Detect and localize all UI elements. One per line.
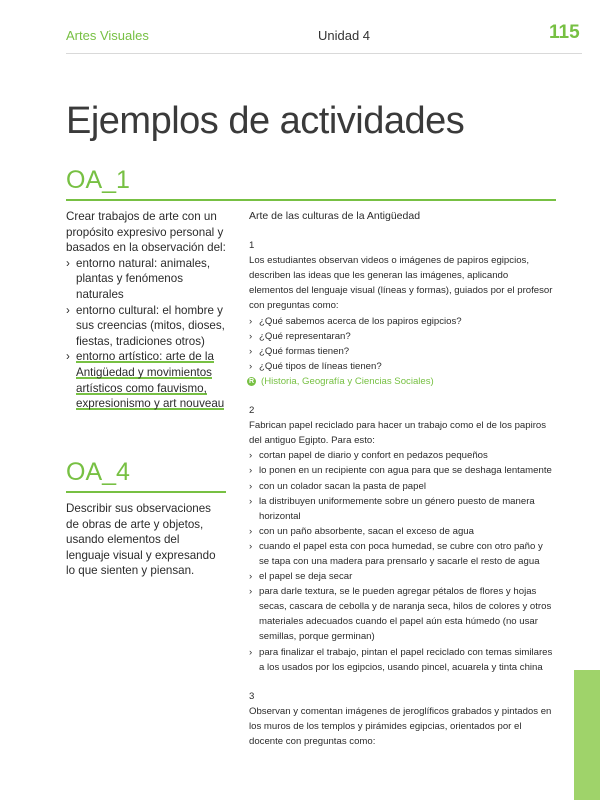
cross-reference bbox=[249, 374, 555, 389]
oa1-bullet: › entorno cultural: el hombre y sus creencias (mitos, dioses, fiestas, tradiciones otros) bbox=[66, 303, 226, 350]
page-number: 115 bbox=[549, 22, 580, 43]
list-item: › con un colador sacan la pasta de papel bbox=[249, 479, 555, 494]
oa1-highlighted-bullet: entorno artístico: arte de la Antigüedad y movimientos artísticos como fauvismo, expresionismo y art nouveau bbox=[76, 350, 225, 411]
page-title: Ejemplos de actividades bbox=[66, 100, 465, 142]
activity-text: Los estudiantes observan videos o imágenes de papiros egipcios, describen las ideas que les generan las imágenes, aplicando elementos del lenguaje visual (líneas y formas), guiados por el profesor con preguntas como: bbox=[249, 255, 553, 312]
list-item: › para darle textura, se le pueden agregar pétalos de flores y hojas secas, cascara de cebolla y de naranja seca, hilos de colores y otros materiales adecuados cuando el papel aún esta húmedo (no usar semillas, porque germinan) bbox=[249, 584, 555, 644]
list-item: › para finalizar el trabajo, pintan el papel reciclado con temas similares a los usados por los egipcios, usando pincel, acuarela y tinta china bbox=[249, 645, 555, 675]
header-unit: Unidad 4 bbox=[318, 28, 371, 43]
list-item: › ¿Qué tipos de líneas tienen? bbox=[249, 359, 555, 374]
cross-reference-icon: R bbox=[248, 377, 255, 385]
oa4-description bbox=[66, 501, 226, 579]
cross-reference-text: (Historia, Geografía y Ciencias Sociales) bbox=[261, 375, 434, 387]
section-title: Arte de las culturas de la Antigüedad bbox=[249, 210, 421, 222]
list-item: › lo ponen en un recipiente con agua para que se deshaga lentamente bbox=[249, 463, 555, 478]
list-item: › ¿Qué formas tienen? bbox=[249, 344, 555, 359]
oa4-text: Describir sus observaciones de obras de arte y objetos, usando elementos del lenguaje visual y expresando lo que sienten y piensan. bbox=[66, 502, 216, 578]
oa1-heading: OA_1 bbox=[66, 166, 130, 194]
side-tab bbox=[574, 670, 600, 800]
activity-text: Fabrican papel reciclado para hacer un trabajo como el de los papiros del antiguo Egipto. Para esto: bbox=[249, 420, 547, 447]
activity-number: 2 bbox=[249, 405, 255, 417]
oa1-description bbox=[66, 209, 226, 412]
header-divider bbox=[66, 53, 582, 54]
activity1-question-list bbox=[249, 314, 555, 374]
oa1-bullet: › entorno natural: animales, plantas y fenómenos naturales bbox=[66, 256, 226, 303]
activity-text: Observan y comentan imágenes de jeroglíficos grabados y pintados en los muros de los templos y pirámides egipcias, orientados por el docente con preguntas como: bbox=[249, 705, 552, 747]
oa4-heading: OA_4 bbox=[66, 458, 130, 486]
oa1-bullet bbox=[66, 349, 226, 411]
list-item: › cortan papel de diario y confort en pedazos pequeños bbox=[249, 448, 555, 463]
oa4-rule bbox=[66, 491, 226, 493]
activity-number: 3 bbox=[249, 690, 255, 702]
activities-column bbox=[249, 209, 555, 749]
oa1-intro: Crear trabajos de arte con un propósito expresivo personal y basados en la observación del: bbox=[66, 210, 226, 255]
activity2-step-list bbox=[249, 448, 555, 674]
list-item: › cuando el papel esta con poca humedad, se cubre con otro paño y se tapa con una madera para prensarlo y sacarle el resto de agua bbox=[249, 539, 555, 569]
list-item: › con un paño absorbente, sacan el exceso de agua bbox=[249, 524, 555, 539]
list-item: › la distribuyen uniformemente sobre un género puesto de manera horizontal bbox=[249, 494, 555, 524]
list-item: › el papel se deja secar bbox=[249, 569, 555, 584]
list-item: › ¿Qué representaran? bbox=[249, 329, 555, 344]
oa1-rule bbox=[66, 199, 556, 201]
oa1-bullet-list bbox=[66, 256, 226, 412]
header-subject: Artes Visuales bbox=[66, 28, 149, 43]
activity-number: 1 bbox=[249, 240, 255, 252]
list-item: › ¿Qué sabemos acerca de los papiros egipcios? bbox=[249, 314, 555, 329]
